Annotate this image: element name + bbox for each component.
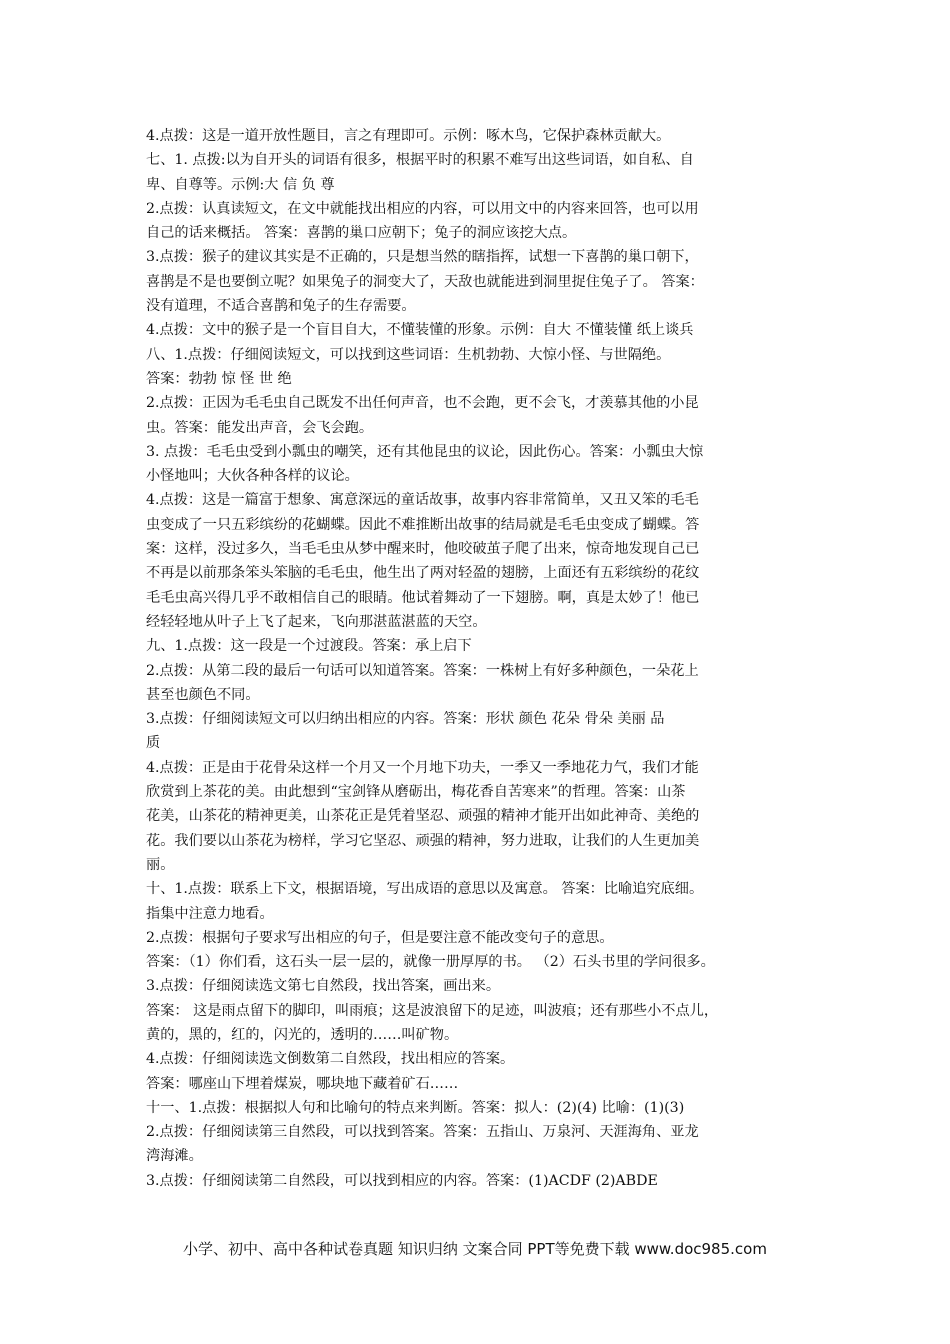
text-line: 虫。答案：能发出声音，会飞会跑。 (146, 419, 374, 436)
text-line: 答案：勃勃 惊 怪 世 绝 (146, 370, 292, 387)
text-line: 答案：哪座山下埋着煤炭，哪块地下藏着矿石…… (146, 1075, 459, 1092)
text-line: 经轻轻地从叶子上飞了起来，飞向那湛蓝湛蓝的天空。 (146, 613, 487, 630)
text-line: 小怪地叫；大伙各种各样的议论。 (146, 468, 359, 485)
text-line: 4.点拨：这是一道开放性题目，言之有理即可。示例：啄木鸟，它保护森林贡献大。 (146, 128, 671, 144)
text-line: 喜鹊是不是也要倒立呢？如果兔子的洞变大了，天敌也就能进到洞里捉住兔子了。 答案： (146, 273, 704, 290)
text-line: 3.点拨：仔细阅读第二自然段，可以找到相应的内容。答案：(1)ACDF (2)ABDE (146, 1172, 658, 1189)
text-line: 花。我们要以山茶花为榜样，学习它坚忍、顽强的精神，努力进取，让我们的人生更加美 (146, 832, 700, 849)
text-line: 不再是以前那条笨头笨脑的毛毛虫，他生出了两对轻盈的翅膀，上面还有五彩缤纷的花纹 (146, 565, 700, 582)
page-footer: 小学、初中、高中各种试卷真题 知识归纳 文案合同 PPT等免费下载 www.doc985.com (183, 1240, 767, 1258)
text-line: 2.点拨：根据句子要求写出相应的句子，但是要注意不能改变句子的意思。 (146, 929, 614, 946)
text-line: 4.点拨：这是一篇富于想象、寓意深远的童话故事，故事内容非常简单，又丑又笨的毛毛 (146, 492, 699, 509)
text-line: 3. 点拨：毛毛虫受到小瓢虫的嘲笑，还有其他昆虫的议论，因此伤心。答案：小瓢虫大惊 (146, 443, 704, 460)
text-line: 4.点拨：文中的猴子是一个盲目自大，不懂装懂的形象。示例：自大 不懂装懂 纸上谈兵 (146, 322, 694, 339)
text-line: 欣赏到上茶花的美。由此想到“宝剑锋从磨砺出，梅花香自苦寒来”的哲理。答案：山茶 (146, 784, 686, 801)
text-line: 毛毛虫高兴得几乎不敢相信自己的眼睛。他试着舞动了一下翅膀。啊，真是太妙了！他已 (146, 589, 700, 606)
text-line: 答案： 这是雨点留下的脚印，叫雨痕；这是波浪留下的足迹，叫波痕；还有那些小不点儿， (146, 1002, 719, 1019)
text-line: 七、1. 点拨:以为自开头的词语有很多，根据平时的积累不难写出这些词语，如自私、自 (146, 152, 694, 169)
text-line: 甚至也颜色不同。 (146, 686, 260, 703)
text-line: 九、1.点拨：这一段是一个过渡段。答案：承上启下 (146, 638, 472, 655)
text-line: 4.点拨：正是由于花骨朵这样一个月又一个月地下功夫，一季又一季地花力气，我们才能 (146, 759, 699, 776)
text-line: 十一、1.点拨：根据拟人句和比喻句的特点来判断。答案：拟人：(2)(4) 比喻：(1)(3) (146, 1099, 685, 1116)
text-line: 十、1.点拨：联系上下文，根据语境，写出成语的意思以及寓意。 答案：比喻追究底细。 (146, 881, 704, 898)
text-line: 案：这样，没过多久，当毛毛虫从梦中醒来时，他咬破茧子爬了出来，惊奇地发现自己已 (146, 541, 700, 558)
text-line: 没有道理，不适合喜鹊和兔子的生存需要。 (146, 298, 416, 315)
text-line: 指集中注意力地看。 (146, 905, 274, 922)
text-line: 2.点拨：正因为毛毛虫自己既发不出任何声音，也不会跑，更不会飞，才羡慕其他的小昆 (146, 395, 699, 412)
text-line: 质 (146, 735, 161, 752)
text-line: 3.点拨：仔细阅读短文可以归纳出相应的内容。答案：形状 颜色 花朵 骨朵 美丽 品 (146, 711, 665, 728)
text-line: 3.点拨：猴子的建议其实是不正确的，只是想当然的瞎指挥，试想一下喜鹊的巢口朝下， (146, 249, 699, 266)
text-line: 卑、自尊等。示例:大 信 负 尊 (146, 176, 335, 193)
text-line: 虫变成了一只五彩缤纷的花蝴蝶。因此不难推断出故事的结局就是毛毛虫变成了蝴蝶。答 (146, 516, 700, 533)
text-line: 2.点拨：仔细阅读第三自然段，可以找到答案。答案：五指山、万泉河、天涯海角、亚龙 (146, 1124, 699, 1141)
text-line: 丽。 (146, 856, 175, 873)
text-line: 4.点拨：仔细阅读选文倒数第二自然段，找出相应的答案。 (146, 1051, 515, 1068)
text-line: 2.点拨：认真读短文，在文中就能找出相应的内容，可以用文中的内容来回答，也可以用 (146, 200, 699, 217)
text-line: 黄的，黑的，红的，闪光的，透明的……叫矿物。 (146, 1026, 459, 1043)
text-line: 答案：（1）你们看，这石头一层一层的，就像一册厚厚的书。 （2）石头书里的学问很多。 (146, 954, 715, 971)
document-body (146, 124, 814, 1193)
text-line: 八、1.点拨：仔细阅读短文，可以找到这些词语：生机勃勃、大惊小怪、与世隔绝。 (146, 346, 671, 363)
text-line: 花美，山茶花的精神更美，山茶花正是凭着坚忍、顽强的精神才能开出如此神奇、美绝的 (146, 808, 700, 825)
text-line: 2.点拨：从第二段的最后一句话可以知道答案。答案：一株树上有好多种颜色，一朵花上 (146, 662, 699, 679)
text-line: 湾海滩。 (146, 1148, 203, 1165)
text-line: 自己的话来概括。 答案：喜鹊的巢口应朝下；兔子的洞应该挖大点。 (146, 225, 577, 242)
text-line: 3.点拨：仔细阅读选文第七自然段，找出答案，画出来。 (146, 978, 501, 995)
